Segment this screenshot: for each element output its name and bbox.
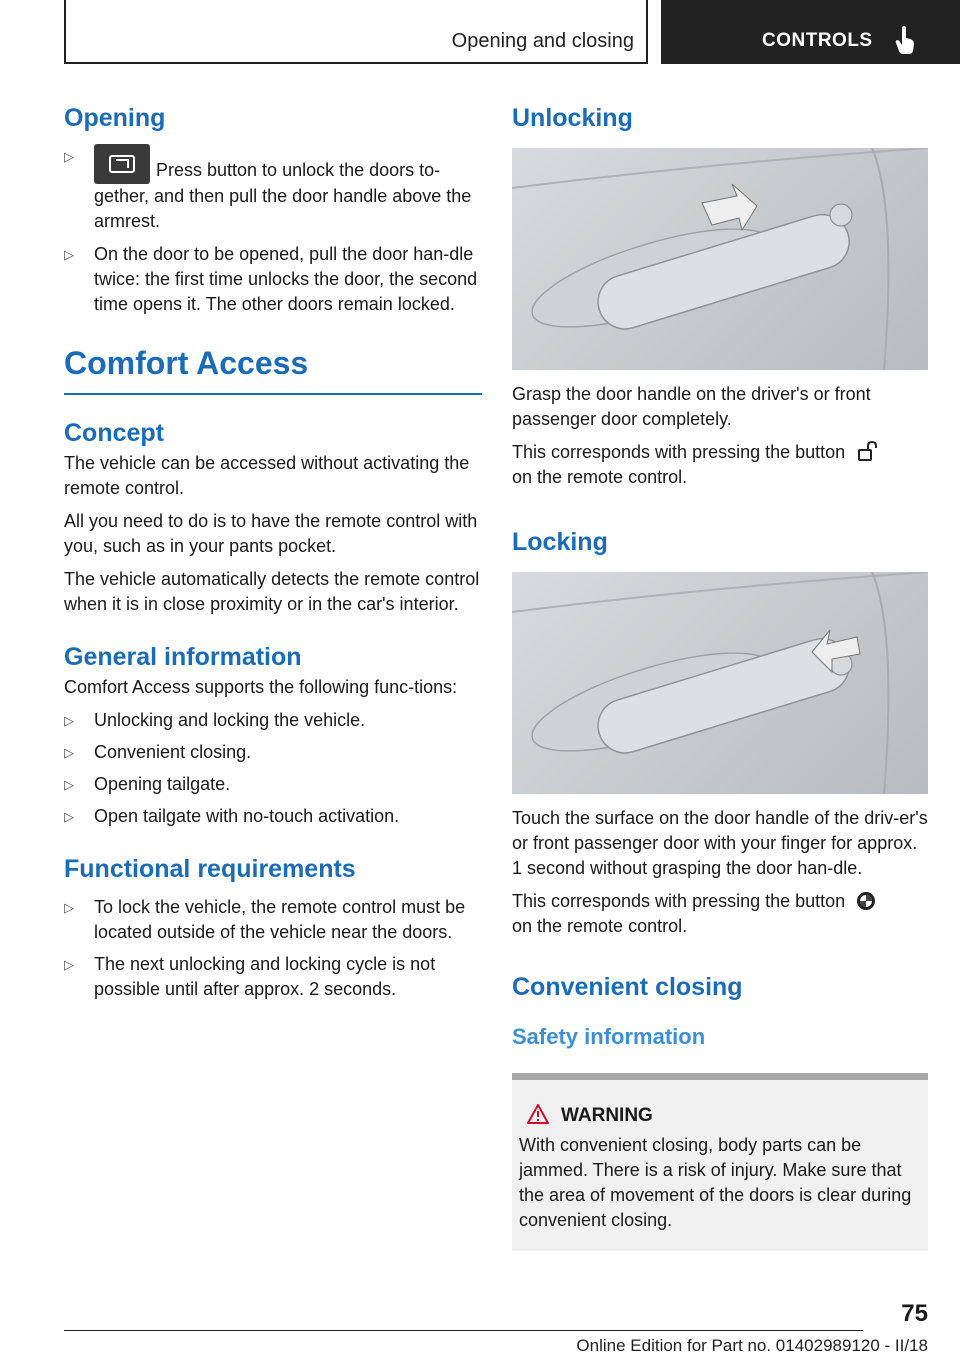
header-section-box	[64, 0, 648, 64]
concept-paragraph-1: The vehicle can be accessed without activating the remote control.	[64, 453, 470, 498]
locking-paragraph-2-text: This corresponds with pressing the button	[512, 891, 846, 911]
bullet-icon: ▷	[64, 900, 74, 915]
warning-text: With convenient closing, body parts can be jammed. There is a risk of injury. Make sure that the area of movement of the doors is clear during convenient closing.	[519, 1135, 912, 1230]
comfort-access-heading: Comfort Access	[64, 345, 309, 381]
opening-heading: Opening	[64, 104, 166, 132]
list-item	[64, 740, 482, 772]
opening-list	[64, 144, 482, 317]
opening-item-1-text: Press button to unlock the doors to-gether, and then pull the door handle above the armrest.	[94, 160, 472, 231]
page-number: 75	[901, 1300, 928, 1327]
header-chapter-box	[661, 0, 960, 64]
general-list	[64, 708, 482, 829]
door-unlock-button-icon	[94, 144, 150, 184]
unlocking-paragraph-2-end: on the remote control.	[512, 467, 688, 487]
warning-title	[519, 1104, 920, 1127]
warning-box	[512, 1073, 928, 1251]
safety-information-heading: Safety information	[512, 1024, 706, 1049]
general-item-text: Opening tailgate.	[94, 774, 231, 794]
bullet-icon: ▷	[64, 745, 74, 760]
bmw-logo-icon	[856, 891, 876, 911]
footer-rule	[64, 1330, 863, 1331]
locking-paragraph-2	[512, 889, 928, 939]
bullet-icon: ▷	[64, 957, 74, 972]
door-handle-touch-illustration	[512, 572, 928, 794]
functional-item-text: The next unlocking and locking cycle is not possible until after approx. 2 seconds.	[94, 954, 436, 999]
left-column	[64, 100, 482, 1002]
door-handle-illustration	[512, 148, 928, 370]
door-handle-lock-photo	[512, 572, 928, 794]
general-item-text: Unlocking and locking the vehicle.	[94, 710, 366, 730]
unlocking-paragraph-1: Grasp the door handle on the driver's or front passenger door completely.	[512, 384, 871, 429]
locking-heading: Locking	[512, 528, 608, 556]
general-item-text: Convenient closing.	[94, 742, 252, 762]
concept-paragraph-2: All you need to do is to have the remote control with you, such as in your pants pocket.	[64, 511, 478, 556]
warning-triangle-icon	[527, 1104, 549, 1124]
functional-requirements-heading: Functional requirements	[64, 855, 356, 883]
list-item	[64, 772, 482, 804]
list-item	[64, 804, 482, 829]
general-intro: Comfort Access supports the following func-tions:	[64, 677, 458, 697]
header-chapter-title: CONTROLS	[762, 30, 873, 51]
unlock-icon	[856, 440, 878, 462]
right-column	[512, 100, 928, 1251]
list-item	[64, 242, 482, 317]
footer-edition: Online Edition for Part no. 01402989120 - II/18	[576, 1336, 928, 1355]
header-section-title: Opening and closing	[451, 30, 634, 52]
unlocking-heading: Unlocking	[512, 104, 633, 132]
list-item	[64, 708, 482, 740]
bullet-icon: ▷	[64, 809, 74, 824]
unlocking-paragraph-2	[512, 440, 928, 490]
unlocking-paragraph-2-text: This corresponds with pressing the button	[512, 442, 846, 462]
functional-list	[64, 895, 482, 1002]
opening-item-2-text: On the door to be opened, pull the door han-dle twice: the first time unlocks the door, the second time opens it. The other doors remain locked.	[94, 244, 478, 314]
locking-paragraph-1: Touch the surface on the door handle of the driv-er's or front passenger door with your finger for approx. 1 second without grasping the door han-dle.	[512, 808, 928, 878]
bullet-icon: ▷	[64, 777, 74, 792]
list-item	[64, 144, 482, 242]
convenient-closing-heading: Convenient closing	[512, 973, 743, 1001]
pointing-hand-icon	[895, 26, 915, 54]
bullet-icon: ▷	[64, 149, 74, 164]
concept-heading: Concept	[64, 419, 164, 447]
locking-paragraph-2-end: on the remote control.	[512, 916, 688, 936]
heading-rule	[64, 393, 482, 395]
door-handle-unlock-photo	[512, 148, 928, 370]
concept-paragraph-3: The vehicle automatically detects the remote control when it is in close proximity or in the car's interior.	[64, 569, 480, 614]
general-item-text: Open tailgate with no-touch activation.	[94, 806, 400, 826]
list-item	[64, 895, 482, 952]
bullet-icon: ▷	[64, 247, 74, 262]
bullet-icon: ▷	[64, 713, 74, 728]
general-information-heading: General information	[64, 643, 302, 671]
functional-item-text: To lock the vehicle, the remote control must be located outside of the vehicle near the doors.	[94, 897, 466, 942]
warning-label: WARNING	[561, 1105, 653, 1126]
list-item	[64, 952, 482, 1002]
